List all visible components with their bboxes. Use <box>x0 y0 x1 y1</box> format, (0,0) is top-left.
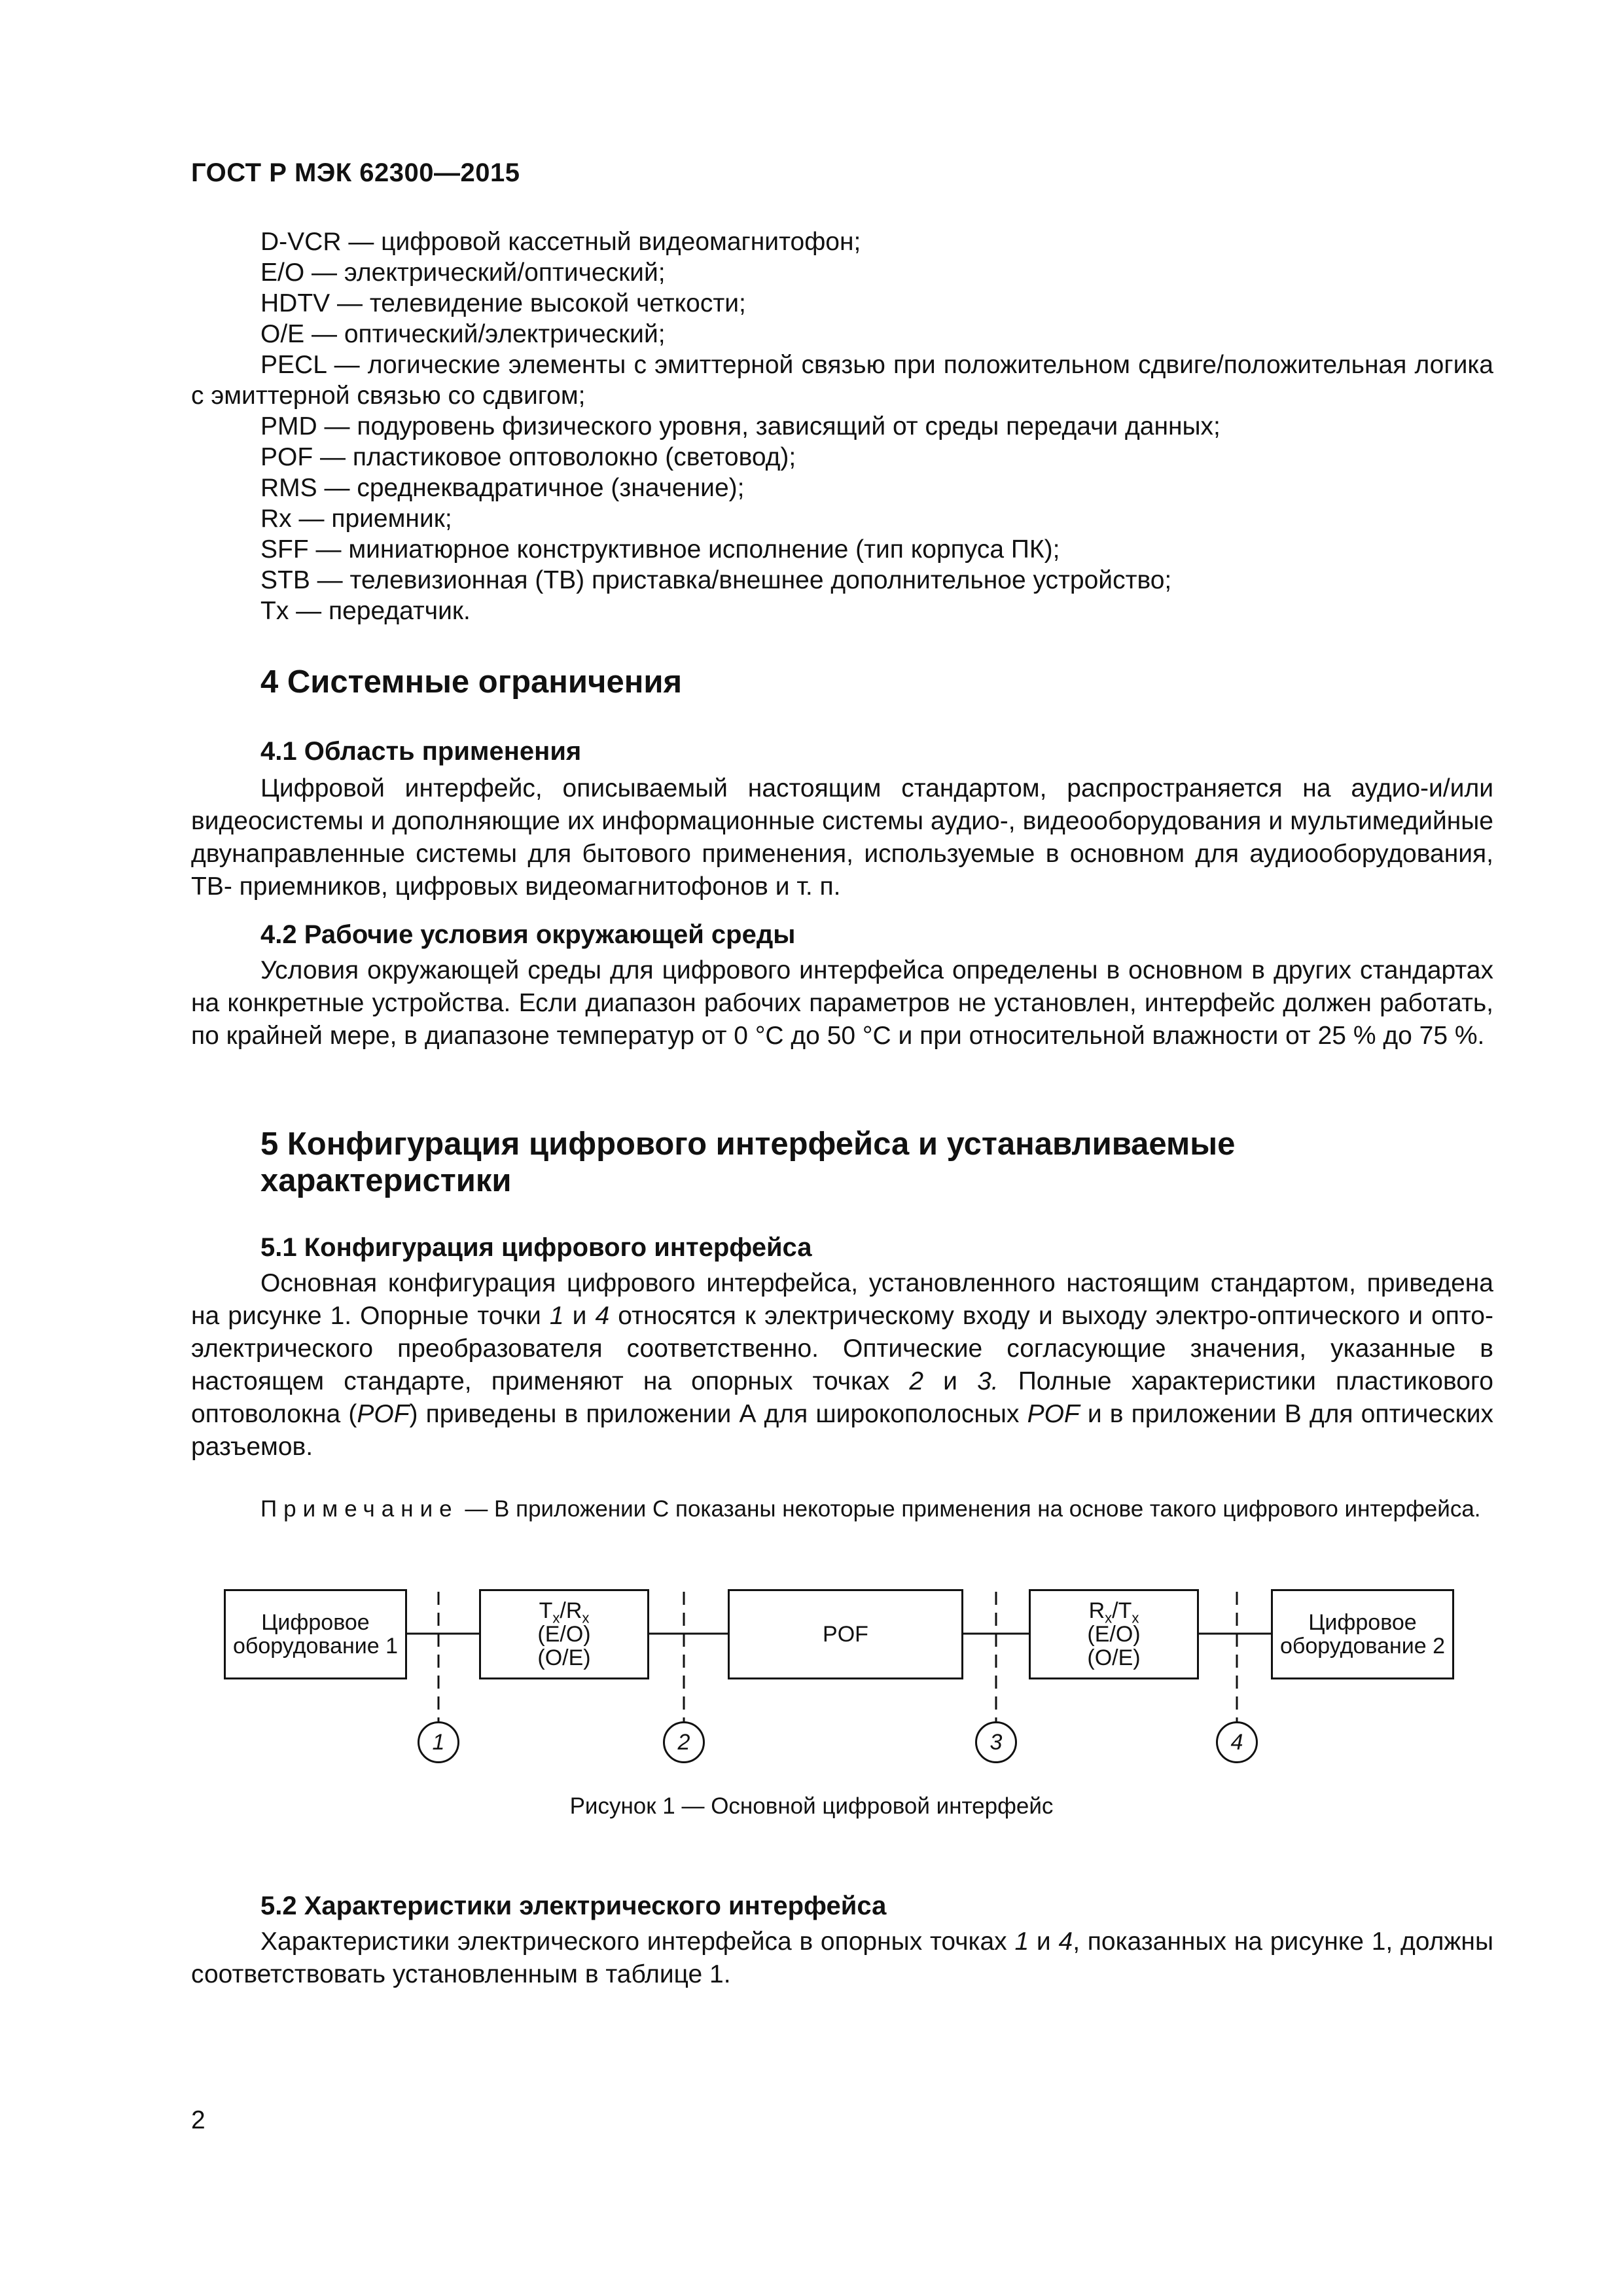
text-run: и в приложении В для оптических разъемов. <box>191 1400 1493 1461</box>
box-label: (O/E) <box>1087 1645 1141 1670</box>
reference-point-2: 2 <box>663 1721 705 1763</box>
document-header: ГОСТ Р МЭК 62300—2015 <box>191 158 520 187</box>
subsection-4-1-heading: 4.1 Область применения <box>260 737 582 766</box>
subsection-5-2-heading: 5.2 Характеристики электрического интерфейса <box>260 1892 887 1920</box>
abbreviation-item: HDTV — телевидение высокой четкости; <box>260 289 746 317</box>
abbreviation-item: RMS — среднеквадратичное (значение); <box>260 474 745 502</box>
subsection-5-1-heading: 5.1 Конфигурация цифрового интерфейса <box>260 1233 812 1262</box>
reference-point-4: 4 <box>1216 1721 1258 1763</box>
label-subscript: x <box>1132 1609 1139 1626</box>
box-label: оборудование 2 <box>1279 1634 1446 1659</box>
subsection-4-2-heading: 4.2 Рабочие условия окружающей среды <box>260 920 796 949</box>
box-label <box>539 1598 590 1626</box>
box-label: POF <box>823 1622 868 1647</box>
abbreviation-item: POF — пластиковое оптоволокно (световод); <box>260 443 796 471</box>
abbreviation-italic: POF <box>357 1400 410 1428</box>
transceiver-rx-tx-box <box>1029 1589 1199 1679</box>
label-subscript: x <box>552 1609 560 1626</box>
figure-caption: Рисунок 1 — Основной цифровой интерфейс <box>569 1793 1054 1819</box>
text-run: и <box>923 1367 978 1395</box>
reference-point: 2 <box>909 1367 924 1395</box>
text-run: и <box>563 1302 596 1330</box>
pof-box <box>728 1589 963 1679</box>
subsection-4-2-text: Условия окружающей среды для цифрового интерфейса определены в основном в других стандартах на конкретные устройства. Если диапазон рабочих параметров не установлен, интерфейс должен работать, по крайней мере, в диапазоне температур от 0 °С до 50 °С и при относительной влажности от 25 % до 75 %. <box>191 956 1493 1050</box>
abbreviation-italic: POF <box>1027 1400 1080 1428</box>
label-part: /T <box>1112 1598 1132 1623</box>
abbreviation-item: PMD — подуровень физического уровня, зависящий от среды передачи данных; <box>260 412 1221 440</box>
box-label: оборудование 1 <box>232 1634 399 1659</box>
box-label: (E/O) <box>537 1622 591 1647</box>
reference-point: 1 <box>549 1302 564 1330</box>
section-5-heading <box>260 1126 1235 1199</box>
text-run: относятся к электрическому входу и выходу электро-оптического и опто-электрического преобразователя соответственно. Оптические согласующие значения, указанные в настоящем стандарте, применяют на опорных точках <box>191 1302 1493 1395</box>
text-run: и <box>1029 1928 1059 1956</box>
reference-point: 4 <box>595 1302 610 1330</box>
digital-equipment-2-box <box>1271 1589 1454 1679</box>
box-label: (O/E) <box>537 1645 591 1670</box>
label-part: R <box>1088 1598 1105 1623</box>
reference-point: 4 <box>1058 1928 1073 1956</box>
note-label: Примечание <box>260 1496 459 1522</box>
transceiver-tx-rx-box <box>479 1589 649 1679</box>
figure-1-diagram <box>216 1571 1472 1800</box>
subsection-5-1-text <box>191 1267 1493 1463</box>
box-label: Цифровое <box>261 1610 370 1635</box>
subsection-4-1-text: Цифровой интерфейс, описываемый настоящим стандартом, распространяется на аудио-и/или видеосистемы и дополняющие их информационные системы аудио-, видеооборудования и мультимедийные двунаправленные системы для бытового применения, используемые в основном для аудиооборудования, ТВ- приемников, цифровых видеомагнитофонов и т. п. <box>191 774 1493 901</box>
subsection-5-2-text <box>191 1926 1493 1991</box>
reference-point: 3. <box>977 1367 999 1395</box>
digital-equipment-1-box <box>224 1589 407 1679</box>
abbreviation-item: PECL — логические элементы с эмиттерной связью при положительном сдвиге/положительная логика с эмиттерной связью со сдвигом; <box>191 351 1493 410</box>
abbreviation-item: O/E — оптический/электрический; <box>260 320 666 348</box>
reference-point: 1 <box>1014 1928 1029 1956</box>
abbreviation-item: SFF — миниатюрное конструктивное исполнение (тип корпуса ПК); <box>260 535 1060 564</box>
reference-point-3: 3 <box>975 1721 1017 1763</box>
reference-point-1: 1 <box>418 1721 459 1763</box>
text-run: Основная конфигурация цифрового интерфейса, установленного настоящим стандартом, приведена на рисунке 1. Опорные точки <box>191 1269 1493 1330</box>
label-part: /R <box>560 1598 582 1623</box>
box-label: (E/O) <box>1087 1622 1141 1647</box>
abbreviations-list <box>191 226 1493 626</box>
text-run: ) приведены в приложении А для широкополосных <box>409 1400 1027 1428</box>
abbreviation-item: E/O — электрический/оптический; <box>260 259 666 287</box>
page-number: 2 <box>191 2106 205 2134</box>
note-text: — В приложении С показаны некоторые применения на основе такого цифрового интерфейса. <box>458 1496 1481 1522</box>
box-label <box>1088 1598 1139 1626</box>
note <box>191 1494 1493 1525</box>
text-run: , показанных на рисунке 1, должны соответствовать установленным в таблице 1. <box>191 1928 1493 1988</box>
text-run: Полные характеристики пластикового оптоволокна ( <box>191 1367 1493 1428</box>
section-5-heading-line1: 5 Конфигурация цифрового интерфейса и устанавливаемые <box>260 1126 1236 1162</box>
abbreviation-item: Tx — передатчик. <box>260 597 471 625</box>
abbreviation-item: STB — телевизионная (ТВ) приставка/внешнее дополнительное устройство; <box>260 566 1172 594</box>
label-part: T <box>539 1598 553 1623</box>
section-5-heading-line2: характеристики <box>260 1163 512 1198</box>
box-label: Цифровое <box>1308 1610 1417 1635</box>
abbreviation-item: Rx — приемник; <box>260 505 452 533</box>
text-run: Характеристики электрического интерфейса в опорных точках <box>260 1928 1015 1956</box>
abbreviation-item: D-VCR — цифровой кассетный видеомагнитофон; <box>260 228 861 256</box>
section-4-heading: 4 Системные ограничения <box>260 664 683 700</box>
label-subscript: x <box>1105 1609 1113 1626</box>
label-subscript: x <box>582 1609 590 1626</box>
